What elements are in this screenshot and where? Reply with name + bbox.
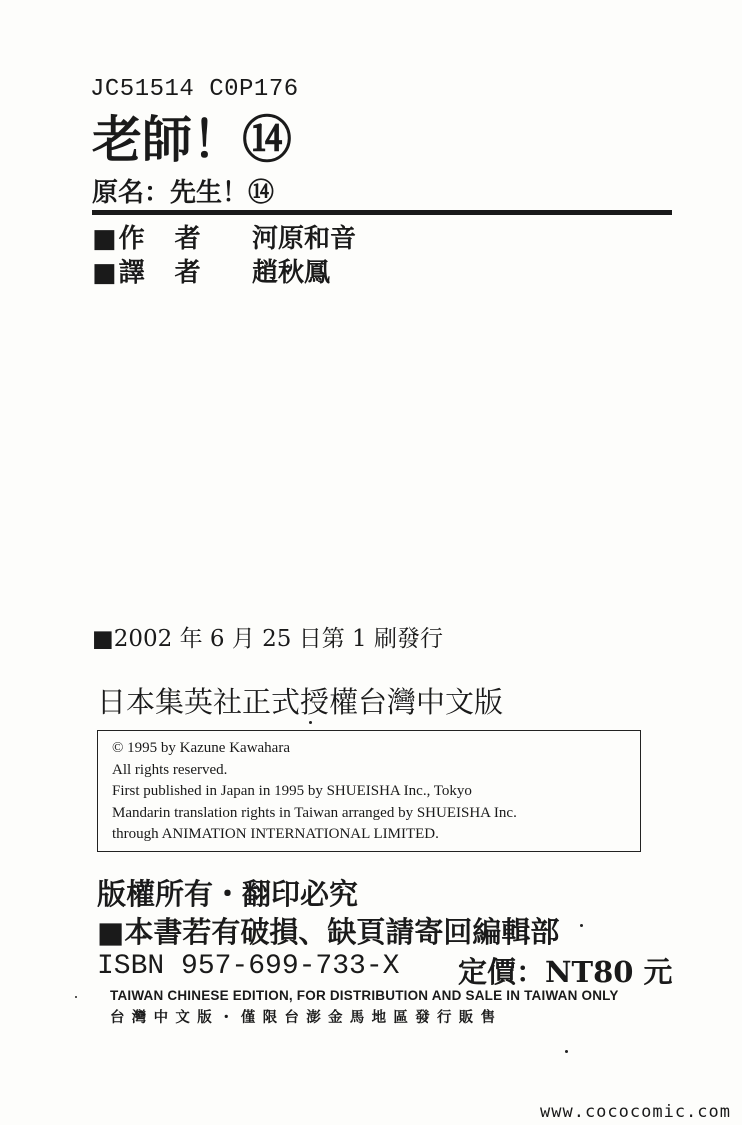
site-watermark: www.cococomic.com xyxy=(540,1102,731,1122)
publish-date: ■2002 年 6 月 25 日第 1 刷發行 xyxy=(92,626,443,652)
damage-notice: ■本書若有破損、缺頁請寄回編輯部 xyxy=(97,915,560,949)
credit-translator xyxy=(92,252,330,289)
credit-translator-label: ■譯 者 xyxy=(92,258,203,288)
price: 定價：NT80 元 xyxy=(458,955,673,989)
copyright-line: First published in Japan in 1995 by SHUEISHA Inc., Tokyo xyxy=(112,783,472,799)
isbn: ISBN 957-699-733-X xyxy=(97,951,400,982)
rights-notice: 版權所有・翻印必究 xyxy=(97,877,359,911)
region-notice: 台灣中文版・僅限台澎金馬地區發行販售 xyxy=(110,1009,503,1026)
copyright-line: through ANIMATION INTERNATIONAL LIMITED. xyxy=(112,826,439,842)
product-code: JC51514 C0P176 xyxy=(90,76,299,103)
copyright-line: All rights reserved. xyxy=(112,761,228,778)
scan-speck xyxy=(565,1050,568,1053)
edition-notice: TAIWAN CHINESE EDITION, FOR DISTRIBUTION AND SALE IN TAIWAN ONLY xyxy=(110,988,619,1003)
scan-speck xyxy=(580,924,583,927)
book-title: 老師！⑭ xyxy=(92,110,292,169)
copyright-line: Mandarin translation rights in Taiwan arranged by SHUEISHA Inc. xyxy=(112,804,517,821)
credit-translator-name: 趙秋鳳 xyxy=(252,258,331,288)
title-divider xyxy=(92,210,672,215)
license-line: 日本集英社正式授權台灣中文版 xyxy=(97,685,504,719)
copyright-line: © 1995 by Kazune Kawahara xyxy=(112,740,290,756)
scan-speck xyxy=(75,996,77,998)
original-title: 原名：先生！⑭ xyxy=(92,178,275,208)
credit-author-name: 河原和音 xyxy=(252,224,357,254)
credit-author xyxy=(92,218,356,255)
scan-speck xyxy=(309,721,312,724)
credit-author-label: ■作 者 xyxy=(92,224,203,254)
copyright-box xyxy=(97,730,641,852)
